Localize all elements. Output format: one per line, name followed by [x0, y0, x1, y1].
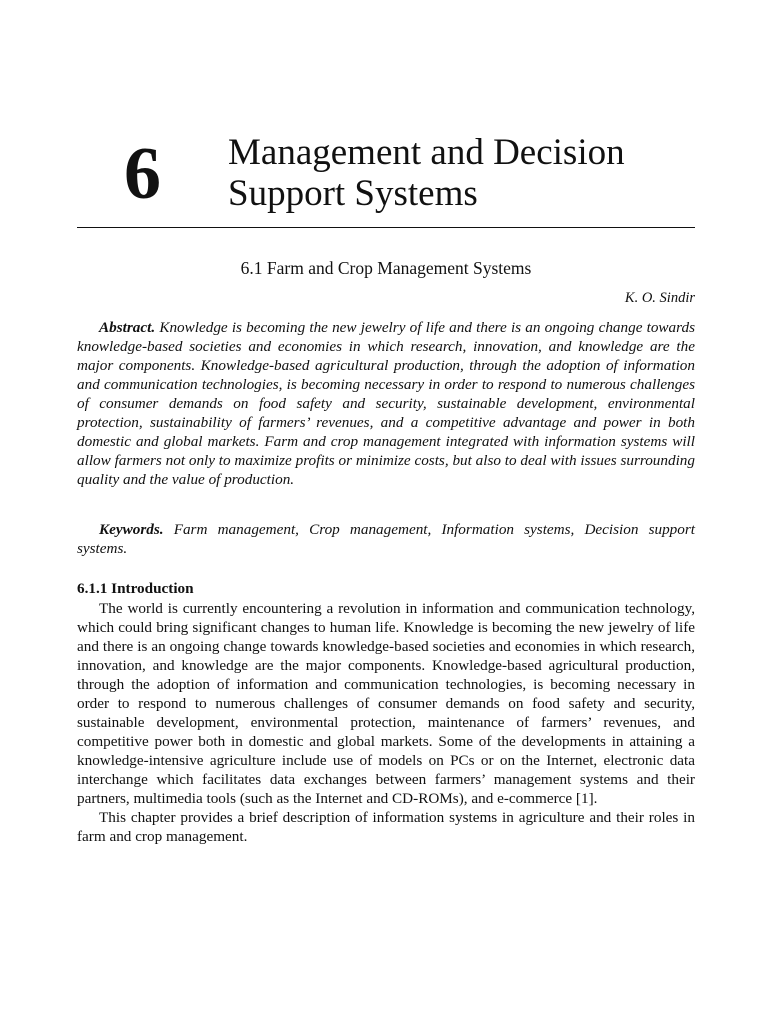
keywords-paragraph [77, 520, 695, 558]
keywords-label: Keywords. [99, 521, 164, 538]
abstract-paragraph [77, 318, 695, 489]
section-title: 6.1 Farm and Crop Management Systems [240, 258, 532, 278]
keywords-text: Farm management, Crop management, Information systems, Decision support systems. [77, 521, 695, 557]
introduction-body [77, 599, 695, 846]
introduction-paragraph-1: The world is currently encountering a revolution in information and communication technology, which could bring significant changes to human life. Knowledge is becoming the new jewelry of life and there is an ongoing change towards knowledge-based societies and economies in which research, innovation, and knowledge are the major components. Knowledge-based agricultural production, through the adoption of information and communication technologies, is becoming necessary in order to respond to numerous challenges of consumer demands on food safety and security, sustainable development, environmental protection, maintenance of farmers’ revenues, and competitive power both in domestic and global markets. Some of the developments in attaining a knowledge-intensive agriculture include use of models on PCs or on the Internet, electronic data interchange which facilitates data exchanges between farmers’ management systems and their partners, multimedia tools (such as the Internet and CD-ROMs), and e-commerce [1]. [77, 600, 695, 807]
introduction-heading: 6.1.1 Introduction [77, 580, 194, 597]
abstract-label: Abstract. [99, 319, 156, 336]
chapter-title [228, 132, 625, 214]
chapter-rule [77, 227, 695, 228]
introduction-paragraph-2: This chapter provides a brief description of information systems in agriculture and their roles in farm and crop management. [77, 809, 695, 845]
author-name: K. O. Sindir [624, 290, 695, 306]
chapter-header [77, 128, 695, 228]
chapter-title-line-2: Support Systems [228, 173, 478, 214]
chapter-title-line-1: Management and Decision [228, 132, 625, 173]
chapter-number: 6 [124, 133, 161, 215]
abstract-text: Knowledge is becoming the new jewelry of life and there is an ongoing change towards knowledge-based societies and economies in which research, innovation, and knowledge are the major components. Knowledge-based agricultural production, through the adoption of information and communication technologies, is becoming necessary in order to respond to numerous challenges of consumer demands on food safety and security, sustainable development, environmental protection, sustainability of farmers’ revenues, and a competitive advantage and power in both domestic and global markets. Farm and crop management integrated with information systems will allow farmers not only to maximize profits or minimize costs, but also to deal with issues surrounding quality and the value of production. [77, 319, 696, 488]
